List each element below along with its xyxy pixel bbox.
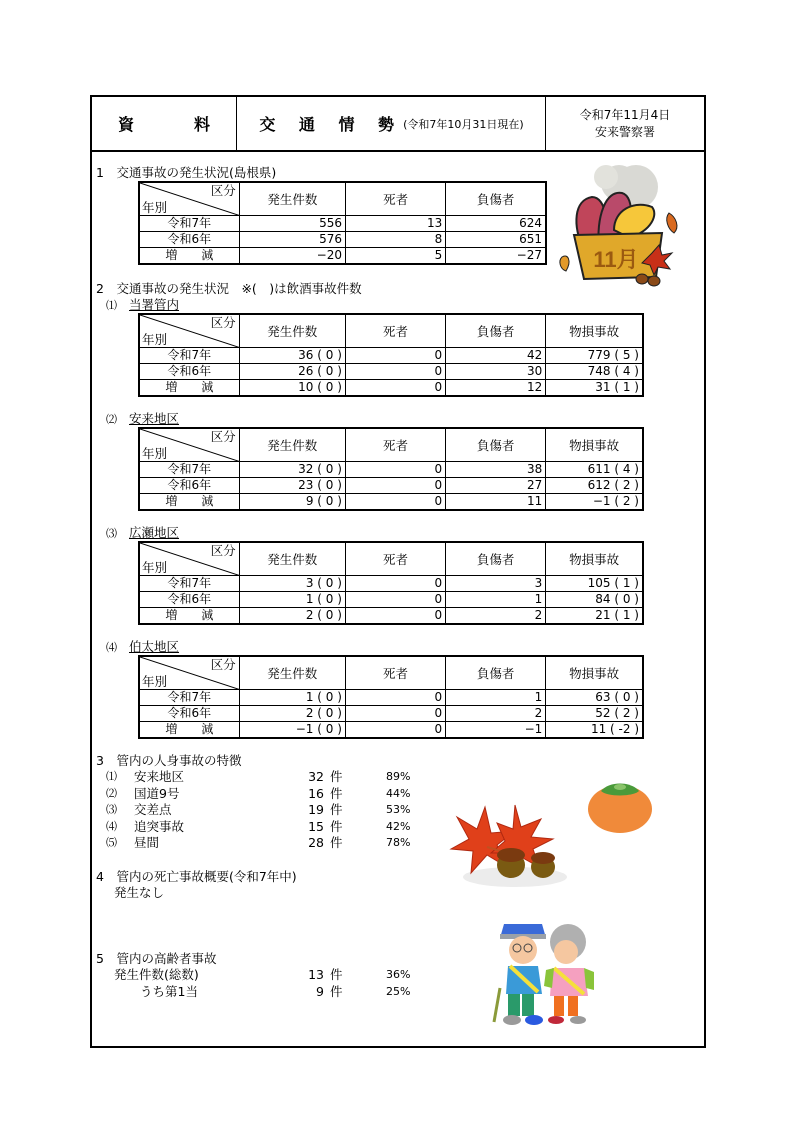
cell-value: 11 (446, 494, 546, 511)
column-header: 発生件数 (239, 314, 345, 348)
cell-value: −1 ( 2 ) (546, 494, 643, 511)
cell-value: 63 ( 0 ) (546, 690, 643, 706)
table-row (139, 348, 643, 364)
elderly-accident-list (96, 967, 416, 1000)
doc-title: 交 通 情 勢 (259, 115, 404, 134)
issuer: 安来警察署 (594, 124, 655, 139)
column-header: 発生件数 (239, 182, 345, 216)
row-label: 令和7年 (139, 462, 239, 478)
item-label: 安来地区 (134, 769, 185, 784)
cell-value: 0 (345, 690, 445, 706)
cell-value: 10 ( 0 ) (239, 380, 345, 397)
cell-value: 52 ( 2 ) (546, 706, 643, 722)
column-header: 死者 (345, 542, 445, 576)
cell-value: 9 ( 0 ) (239, 494, 345, 511)
table-row (139, 478, 643, 494)
cell-value: 0 (345, 478, 445, 494)
cell-value: 5 (345, 248, 445, 265)
cell-value: 2 (446, 706, 546, 722)
cell-value: 0 (345, 494, 445, 511)
subsection-1-heading (106, 297, 179, 314)
list-item (96, 984, 416, 1001)
table-row (139, 592, 643, 608)
subsection-number: ⑷ (106, 641, 117, 654)
document-header (92, 97, 704, 152)
subsection-label: 広瀬地区 (129, 525, 180, 540)
corner-top-label: 区分 (210, 429, 236, 444)
item-percent: 89% (386, 770, 411, 783)
issue-info (546, 97, 704, 150)
list-item (96, 786, 416, 803)
maple-leaves-acorns-illustration (447, 797, 587, 892)
list-item (96, 802, 416, 819)
cell-value: 26 ( 0 ) (239, 364, 345, 380)
cell-value: 624 (446, 216, 546, 232)
row-label: 増 減 (139, 494, 239, 511)
table-row (139, 462, 643, 478)
list-item (96, 819, 416, 836)
corner-bottom-label: 年別 (142, 200, 168, 215)
subsection-3-heading (106, 525, 179, 542)
row-label: 増 減 (139, 380, 239, 397)
column-header: 死者 (345, 314, 445, 348)
document-page (90, 95, 706, 1048)
corner-top-label: 区分 (210, 657, 236, 672)
cell-value: 36 ( 0 ) (239, 348, 345, 364)
item-percent: 42% (386, 819, 411, 833)
item-label: 国道9号 (134, 785, 180, 801)
section-5-heading: 5 管内の高齢者事故 (96, 951, 217, 966)
item-unit: 件 (330, 785, 343, 801)
table-corner-header (139, 428, 239, 462)
column-header: 負傷者 (446, 182, 546, 216)
cell-value: 32 ( 0 ) (239, 462, 345, 478)
list-item (96, 835, 416, 852)
item-number: ⑶ (106, 803, 117, 816)
item-count: 16 (308, 785, 324, 801)
cell-value: 0 (345, 380, 445, 397)
cell-value: 3 (446, 576, 546, 592)
cell-value: −20 (239, 248, 345, 265)
cell-value: 12 (446, 380, 546, 397)
table-row (139, 364, 643, 380)
corner-bottom-label: 年別 (142, 446, 168, 461)
item-label: 追突事故 (134, 818, 185, 834)
column-header: 負傷者 (446, 314, 546, 348)
item-percent: 53% (386, 803, 411, 816)
section-1-heading: 1 交通事故の発生状況(島根県) (96, 165, 277, 180)
doc-type-label: 資 料 (92, 97, 237, 150)
cell-value: 2 (446, 608, 546, 625)
cell-value: 0 (345, 576, 445, 592)
item-count: 19 (308, 802, 324, 817)
table-corner-header (139, 182, 239, 216)
cell-value: 0 (345, 722, 445, 739)
corner-top-label: 区分 (210, 183, 236, 198)
column-header: 負傷者 (446, 656, 546, 690)
cell-value: 612 ( 2 ) (546, 478, 643, 494)
list-item (96, 769, 416, 786)
cell-value: 1 ( 0 ) (239, 690, 345, 706)
issue-date: 令和7年11月4日 (579, 107, 671, 122)
item-label: 交差点 (134, 802, 172, 817)
cell-value: 30 (446, 364, 546, 380)
cell-value: 13 (345, 216, 445, 232)
table-row (139, 216, 546, 232)
item-count: 15 (308, 818, 324, 834)
corner-bottom-label: 年別 (142, 674, 168, 689)
column-header: 物損事故 (546, 428, 643, 462)
row-label: 令和7年 (139, 348, 239, 364)
subsection-number: ⑶ (106, 527, 117, 540)
table-row (139, 232, 546, 248)
cell-value: 0 (345, 608, 445, 625)
cell-value: −1 ( 0 ) (239, 722, 345, 739)
section-3-heading: 3 管内の人身事故の特徴 (96, 753, 242, 768)
row-label: 令和7年 (139, 216, 239, 232)
table-row (139, 608, 643, 625)
table-row (139, 690, 643, 706)
column-header: 死者 (345, 182, 445, 216)
jurisdiction-accident-table (138, 313, 644, 397)
item-number: ⑸ (106, 836, 117, 849)
table-row (139, 494, 643, 511)
subsection-label: 伯太地区 (129, 639, 180, 654)
item-unit: 件 (330, 983, 343, 999)
section-2-heading: 2 交通事故の発生状況 ※( )は飲酒事故件数 (96, 281, 362, 296)
hirose-district-table (138, 541, 644, 625)
column-header: 物損事故 (546, 542, 643, 576)
table-corner-header (139, 656, 239, 690)
row-label: 増 減 (139, 722, 239, 739)
elderly-couple-illustration (490, 912, 610, 1030)
cell-value: 31 ( 1 ) (546, 380, 643, 397)
cell-value: 11 ( -2 ) (546, 722, 643, 739)
row-label: 令和6年 (139, 592, 239, 608)
cell-value: 0 (345, 706, 445, 722)
column-header: 物損事故 (546, 314, 643, 348)
table-row (139, 706, 643, 722)
list-item (96, 967, 416, 984)
cell-value: 23 ( 0 ) (239, 478, 345, 494)
cell-value: 84 ( 0 ) (546, 592, 643, 608)
cell-value: 779 ( 5 ) (546, 348, 643, 364)
cell-value: 27 (446, 478, 546, 494)
sweet-potato-basket-illustration (544, 155, 684, 290)
table-row (139, 722, 643, 739)
yasugi-district-table (138, 427, 644, 511)
table-row (139, 248, 546, 265)
cell-value: 42 (446, 348, 546, 364)
table-corner-header (139, 542, 239, 576)
table-row (139, 576, 643, 592)
subsection-number: ⑴ (106, 299, 117, 312)
row-label: 令和6年 (139, 232, 239, 248)
column-header: 発生件数 (239, 656, 345, 690)
section-4-heading: 4 管内の死亡事故概要(令和7年中) (96, 869, 297, 884)
cell-value: 651 (446, 232, 546, 248)
column-header: 死者 (345, 428, 445, 462)
column-header: 負傷者 (446, 542, 546, 576)
corner-top-label: 区分 (210, 543, 236, 558)
item-percent: 25% (386, 984, 411, 998)
row-label: 増 減 (139, 608, 239, 625)
prefecture-accident-table (138, 181, 547, 265)
cell-value: 105 ( 1 ) (546, 576, 643, 592)
column-header: 物損事故 (546, 656, 643, 690)
persimmon-illustration (585, 775, 655, 835)
cell-value: 8 (345, 232, 445, 248)
cell-value: 0 (345, 592, 445, 608)
as-of-date: (令和7年10月31日現在) (403, 117, 524, 131)
month-badge-text: 11月 (593, 247, 639, 272)
subsection-2-heading (106, 411, 179, 428)
row-label: 令和6年 (139, 706, 239, 722)
row-label: 令和7年 (139, 576, 239, 592)
item-percent: 78% (386, 836, 411, 849)
item-label: うち第1当 (140, 983, 198, 999)
doc-title-cell (238, 97, 546, 150)
subsection-4-heading (106, 639, 179, 656)
cell-value: 2 ( 0 ) (239, 706, 345, 722)
row-label: 増 減 (139, 248, 239, 265)
corner-top-label: 区分 (210, 315, 236, 330)
cell-value: 3 ( 0 ) (239, 576, 345, 592)
column-header: 死者 (345, 656, 445, 690)
item-count: 32 (308, 769, 324, 784)
subsection-label: 安来地区 (129, 411, 180, 426)
item-label: 発生件数(総数) (114, 967, 199, 982)
item-unit: 件 (330, 818, 343, 834)
cell-value: 1 (446, 592, 546, 608)
cell-value: 576 (239, 232, 345, 248)
item-number: ⑷ (106, 819, 117, 833)
column-header: 負傷者 (446, 428, 546, 462)
row-label: 令和6年 (139, 364, 239, 380)
row-label: 令和7年 (139, 690, 239, 706)
item-count: 13 (308, 967, 324, 982)
item-number: ⑴ (106, 770, 117, 783)
corner-bottom-label: 年別 (142, 560, 168, 575)
cell-value: −27 (446, 248, 546, 265)
cell-value: −1 (446, 722, 546, 739)
cell-value: 556 (239, 216, 345, 232)
cell-value: 21 ( 1 ) (546, 608, 643, 625)
column-header: 発生件数 (239, 428, 345, 462)
item-unit: 件 (330, 769, 343, 784)
row-label: 令和6年 (139, 478, 239, 494)
item-number: ⑵ (106, 786, 117, 800)
cell-value: 1 (446, 690, 546, 706)
cell-value: 1 ( 0 ) (239, 592, 345, 608)
corner-bottom-label: 年別 (142, 332, 168, 347)
cell-value: 0 (345, 462, 445, 478)
item-count: 9 (316, 983, 324, 999)
item-label: 昼間 (134, 835, 160, 850)
hakuta-district-table (138, 655, 644, 739)
cell-value: 0 (345, 364, 445, 380)
subsection-number: ⑵ (106, 413, 117, 426)
column-header: 発生件数 (239, 542, 345, 576)
cell-value: 0 (345, 348, 445, 364)
item-count: 28 (308, 835, 324, 850)
item-percent: 36% (386, 968, 411, 981)
item-unit: 件 (330, 967, 343, 982)
cell-value: 611 ( 4 ) (546, 462, 643, 478)
item-percent: 44% (386, 786, 411, 800)
table-row (139, 380, 643, 397)
item-unit: 件 (330, 802, 343, 817)
fatal-accident-summary: 発生なし (114, 885, 165, 900)
table-corner-header (139, 314, 239, 348)
subsection-label: 当署管内 (129, 297, 180, 312)
injury-accident-features-list (96, 769, 416, 852)
item-unit: 件 (330, 835, 343, 850)
cell-value: 2 ( 0 ) (239, 608, 345, 625)
cell-value: 748 ( 4 ) (546, 364, 643, 380)
cell-value: 38 (446, 462, 546, 478)
